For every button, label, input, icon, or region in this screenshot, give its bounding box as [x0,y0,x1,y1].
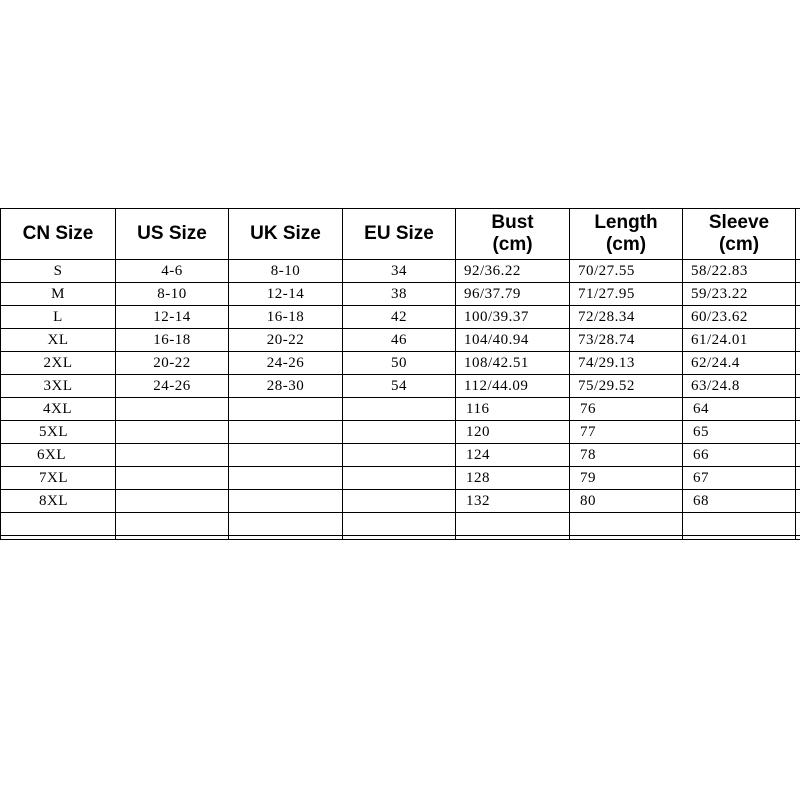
bust-cell: 104/40.94 [456,329,570,352]
edge-cell [796,306,800,329]
length-cell: 72/28.34 [570,306,683,329]
edge-cell [796,283,800,306]
size-chart-body [1,260,800,540]
blank-cell [683,536,796,540]
edge-cell [796,536,800,540]
us-size-cell: 16-18 [116,329,229,352]
edge-cell [796,513,800,536]
edge-cell [796,490,800,513]
sleeve-cell: 67 [683,467,796,490]
table-row [1,260,800,283]
size-chart-table [0,208,800,540]
edge-cell [796,444,800,467]
blank-cell [116,536,229,540]
sleeve-cell: 58/22.83 [683,260,796,283]
us-size-cell [116,444,229,467]
bust-cell: 128 [456,467,570,490]
eu-size-cell [343,421,456,444]
edge-cell [796,467,800,490]
length-cell: 75/29.52 [570,375,683,398]
blank-cell [570,513,683,536]
us-size-cell: 24-26 [116,375,229,398]
sleeve-cell: 59/23.22 [683,283,796,306]
cn-size-cell: S [1,260,116,283]
bust-cell: 116 [456,398,570,421]
bust-cell: 92/36.22 [456,260,570,283]
cn-size-cell: XL [1,329,116,352]
bust-cell: 112/44.09 [456,375,570,398]
uk-size-cell: 24-26 [229,352,343,375]
cn-size-cell: 8XL [1,490,116,513]
blank-cell [456,513,570,536]
sleeve-cell: 61/24.01 [683,329,796,352]
edge-cell [796,352,800,375]
table-row [1,467,800,490]
us-size-cell [116,467,229,490]
edge-cell [796,329,800,352]
cn-size-cell: 6XL [1,444,116,467]
header-row [1,209,800,260]
eu-size-cell [343,467,456,490]
uk-size-cell: 20-22 [229,329,343,352]
eu-size-cell: 54 [343,375,456,398]
table-row [1,375,800,398]
bust-cell: 132 [456,490,570,513]
sleeve-cell: 65 [683,421,796,444]
blank-cell [1,513,116,536]
bust-cell: 124 [456,444,570,467]
eu-size-cell: 34 [343,260,456,283]
uk-size-cell [229,490,343,513]
table-row [1,329,800,352]
cn-size-cell: 5XL [1,421,116,444]
table-row [1,352,800,375]
bust-cell: 120 [456,421,570,444]
header-us-size: US Size [116,209,229,260]
table-row [1,444,800,467]
eu-size-cell [343,490,456,513]
table-row [1,421,800,444]
bust-cell: 96/37.79 [456,283,570,306]
sleeve-cell: 64 [683,398,796,421]
blank-cell [343,536,456,540]
cn-size-cell: 4XL [1,398,116,421]
uk-size-cell [229,398,343,421]
blank-cell [1,536,116,540]
table-row [1,306,800,329]
header-cn-size: CN Size [1,209,116,260]
bust-cell: 108/42.51 [456,352,570,375]
edge-cell [796,375,800,398]
blank-cell [229,536,343,540]
us-size-cell: 20-22 [116,352,229,375]
blank-cell [229,513,343,536]
size-chart-header [1,209,800,260]
us-size-cell: 4-6 [116,260,229,283]
table-row [1,490,800,513]
sleeve-cell: 60/23.62 [683,306,796,329]
cut-off-row [1,536,800,540]
header-bust: Bust (cm) [456,209,570,260]
eu-size-cell [343,398,456,421]
header-length: Length (cm) [570,209,683,260]
length-cell: 78 [570,444,683,467]
us-size-cell: 12-14 [116,306,229,329]
us-size-cell [116,490,229,513]
cn-size-cell: 7XL [1,467,116,490]
length-cell: 77 [570,421,683,444]
us-size-cell [116,398,229,421]
uk-size-cell: 12-14 [229,283,343,306]
sleeve-cell: 63/24.8 [683,375,796,398]
table-row [1,283,800,306]
sleeve-cell: 62/24.4 [683,352,796,375]
length-cell: 80 [570,490,683,513]
edge-cell [796,421,800,444]
uk-size-cell: 8-10 [229,260,343,283]
header-eu-size: EU Size [343,209,456,260]
sleeve-cell: 68 [683,490,796,513]
bust-cell: 100/39.37 [456,306,570,329]
blank-cell [570,536,683,540]
edge-cell [796,260,800,283]
uk-size-cell [229,467,343,490]
length-cell: 79 [570,467,683,490]
blank-cell [456,536,570,540]
eu-size-cell [343,444,456,467]
us-size-cell [116,421,229,444]
length-cell: 71/27.95 [570,283,683,306]
eu-size-cell: 50 [343,352,456,375]
blank-cell [343,513,456,536]
length-cell: 70/27.55 [570,260,683,283]
cn-size-cell: L [1,306,116,329]
length-cell: 73/28.74 [570,329,683,352]
length-cell: 76 [570,398,683,421]
cn-size-cell: 3XL [1,375,116,398]
sleeve-cell: 66 [683,444,796,467]
header-uk-size: UK Size [229,209,343,260]
length-cell: 74/29.13 [570,352,683,375]
uk-size-cell: 16-18 [229,306,343,329]
eu-size-cell: 38 [343,283,456,306]
cn-size-cell: 2XL [1,352,116,375]
blank-cell [116,513,229,536]
blank-row [1,513,800,536]
us-size-cell: 8-10 [116,283,229,306]
cn-size-cell: M [1,283,116,306]
eu-size-cell: 46 [343,329,456,352]
header-sleeve: Sleeve (cm) [683,209,796,260]
blank-cell [683,513,796,536]
edge-cell [796,398,800,421]
header-edge-cell [796,209,800,260]
eu-size-cell: 42 [343,306,456,329]
uk-size-cell [229,421,343,444]
uk-size-cell: 28-30 [229,375,343,398]
uk-size-cell [229,444,343,467]
table-row [1,398,800,421]
